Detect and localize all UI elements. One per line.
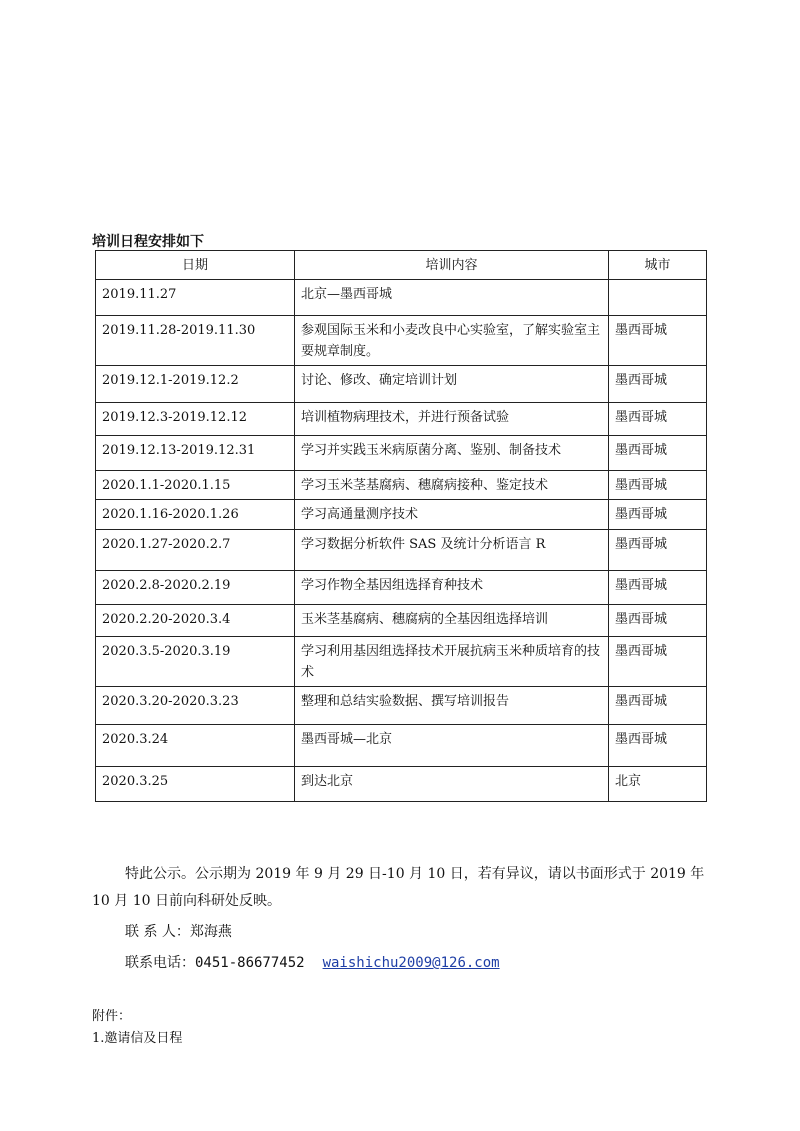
notice-paragraph: 特此公示。公示期为 2019 年 9 月 29 日-10 月 10 日，若有异议，请以书面形式于 2019 年 10 月 10 日前向科研处反映。 bbox=[92, 866, 705, 909]
table-row bbox=[96, 471, 707, 500]
city-cell: 北京 bbox=[609, 767, 707, 802]
city-cell: 墨西哥城 bbox=[609, 366, 707, 403]
date-cell: 2020.2.20-2020.3.4 bbox=[96, 605, 295, 637]
content-cell: 墨西哥城—北京 bbox=[295, 725, 609, 767]
contact-phone-label: 联系电话： bbox=[125, 955, 195, 971]
content-cell: 学习高通量测序技术 bbox=[295, 500, 609, 530]
city-cell: 墨西哥城 bbox=[609, 605, 707, 637]
date-cell: 2019.12.13-2019.12.31 bbox=[96, 436, 295, 471]
notice-block bbox=[92, 861, 712, 977]
city-cell bbox=[609, 280, 707, 316]
content-cell: 参观国际玉米和小麦改良中心实验室，了解实验室主要规章制度。 bbox=[295, 316, 609, 366]
content-cell: 培训植物病理技术，并进行预备试验 bbox=[295, 403, 609, 436]
contact-person: 联 系 人：郑海燕 bbox=[125, 924, 232, 940]
city-cell: 墨西哥城 bbox=[609, 725, 707, 767]
date-cell: 2020.3.20-2020.3.23 bbox=[96, 687, 295, 725]
date-cell: 2019.11.27 bbox=[96, 280, 295, 316]
content-cell: 学习作物全基因组选择育种技术 bbox=[295, 571, 609, 605]
date-cell: 2020.1.1-2020.1.15 bbox=[96, 471, 295, 500]
table-row bbox=[96, 605, 707, 637]
column-header-content: 培训内容 bbox=[295, 251, 609, 280]
date-cell: 2019.11.28-2019.11.30 bbox=[96, 316, 295, 366]
training-schedule-table bbox=[95, 250, 707, 802]
content-cell: 学习玉米茎基腐病、穗腐病接种、鉴定技术 bbox=[295, 471, 609, 500]
date-cell: 2020.3.5-2020.3.19 bbox=[96, 637, 295, 687]
content-cell: 学习利用基因组选择技术开展抗病玉米种质培育的技术 bbox=[295, 637, 609, 687]
contact-phone-number: 0451-86677452 bbox=[195, 955, 305, 971]
city-cell: 墨西哥城 bbox=[609, 687, 707, 725]
city-cell: 墨西哥城 bbox=[609, 530, 707, 571]
table-row bbox=[96, 767, 707, 802]
table-row bbox=[96, 571, 707, 605]
city-cell: 墨西哥城 bbox=[609, 500, 707, 530]
content-cell: 讨论、修改、确定培训计划 bbox=[295, 366, 609, 403]
table-row bbox=[96, 530, 707, 571]
table-row bbox=[96, 436, 707, 471]
attachment-item: 1.邀请信及日程 bbox=[92, 1031, 183, 1046]
date-cell: 2019.12.1-2019.12.2 bbox=[96, 366, 295, 403]
city-cell: 墨西哥城 bbox=[609, 637, 707, 687]
city-cell: 墨西哥城 bbox=[609, 571, 707, 605]
contact-phone-line bbox=[92, 950, 712, 977]
date-cell: 2020.1.16-2020.1.26 bbox=[96, 500, 295, 530]
date-cell: 2020.3.24 bbox=[96, 725, 295, 767]
column-header-date: 日期 bbox=[96, 251, 295, 280]
date-cell: 2020.1.27-2020.2.7 bbox=[96, 530, 295, 571]
content-cell: 整理和总结实验数据、撰写培训报告 bbox=[295, 687, 609, 725]
content-cell: 玉米茎基腐病、穗腐病的全基因组选择培训 bbox=[295, 605, 609, 637]
schedule-heading: 培训日程安排如下 bbox=[92, 234, 204, 250]
table-row bbox=[96, 280, 707, 316]
content-cell: 学习并实践玉米病原菌分离、鉴别、制备技术 bbox=[295, 436, 609, 471]
date-cell: 2019.12.3-2019.12.12 bbox=[96, 403, 295, 436]
date-cell: 2020.2.8-2020.2.19 bbox=[96, 571, 295, 605]
table-row bbox=[96, 316, 707, 366]
table-row bbox=[96, 366, 707, 403]
contact-email-link[interactable]: waishichu2009@126.com bbox=[322, 955, 500, 971]
city-cell: 墨西哥城 bbox=[609, 316, 707, 366]
attachments-section bbox=[92, 1006, 182, 1050]
attachments-label: 附件： bbox=[92, 1009, 132, 1024]
content-cell: 北京—墨西哥城 bbox=[295, 280, 609, 316]
city-cell: 墨西哥城 bbox=[609, 436, 707, 471]
city-cell: 墨西哥城 bbox=[609, 471, 707, 500]
city-cell: 墨西哥城 bbox=[609, 403, 707, 436]
content-cell: 到达北京 bbox=[295, 767, 609, 802]
table-row bbox=[96, 500, 707, 530]
table-row bbox=[96, 403, 707, 436]
table-row bbox=[96, 725, 707, 767]
table-row bbox=[96, 687, 707, 725]
date-cell: 2020.3.25 bbox=[96, 767, 295, 802]
column-header-city: 城市 bbox=[609, 251, 707, 280]
table-row bbox=[96, 637, 707, 687]
content-cell: 学习数据分析软件 SAS 及统计分析语言 R bbox=[295, 530, 609, 571]
table-header-row bbox=[96, 251, 707, 280]
